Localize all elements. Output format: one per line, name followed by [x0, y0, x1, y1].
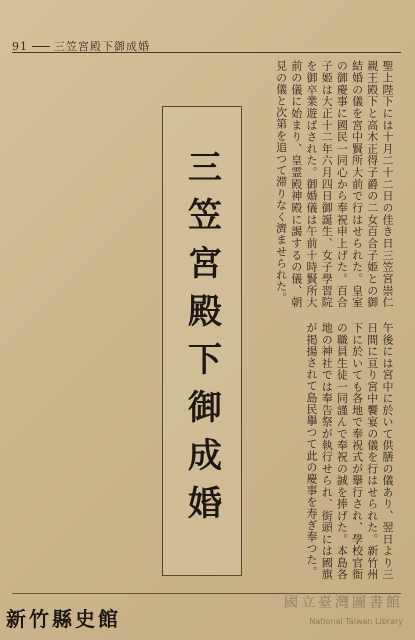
article-paragraph-2: 午後には宮中に於いて供膳の儀あり、翌日より三日間に亘り宮中饗宴の儀を行はせられた。新竹州下に於いても各地で奉祝式が擧行され、學校官衙の職員生徒一同謹んで奉祝の誠を捧げた。本島各地の神社では奉告祭が執行せられ、街頭には國旗が掲揚されて島民擧つて此の慶事を寿ぎ奉つた。 [304, 322, 394, 580]
watermark-chinese: 國立臺灣圖書館 [284, 595, 403, 611]
library-stamp: 新竹縣史館 [6, 607, 121, 631]
article-paragraph-1: 聖上陛下には十月二十二日の佳き日三笠宮崇仁親王殿下と高木正得子爵の二女百合子姫との御結婚の儀を宮中賢所大前で行はせられた。皇室の御慶事に國民一同心から奉祝申上げた。百合子姫は大正十二年六月四日御誕生、女子學習院を御卒業遊ばされた。御婚儀は午前十時賢所大前の儀に始まり、皇霊殿神殿に謁するの儀、朝見の儀と次第を追つて滞りなく濟ませられた。 [274, 60, 394, 308]
watermark-english: National Taiwan Library [309, 617, 403, 626]
head-dash [32, 46, 50, 47]
article-title: 三笠宮殿下御成婚 [181, 149, 222, 533]
top-rule [12, 52, 401, 53]
page-number: 91 [12, 39, 28, 53]
running-title: 三笠宮殿下御成婚 [54, 40, 150, 53]
article-title-box [162, 106, 242, 576]
